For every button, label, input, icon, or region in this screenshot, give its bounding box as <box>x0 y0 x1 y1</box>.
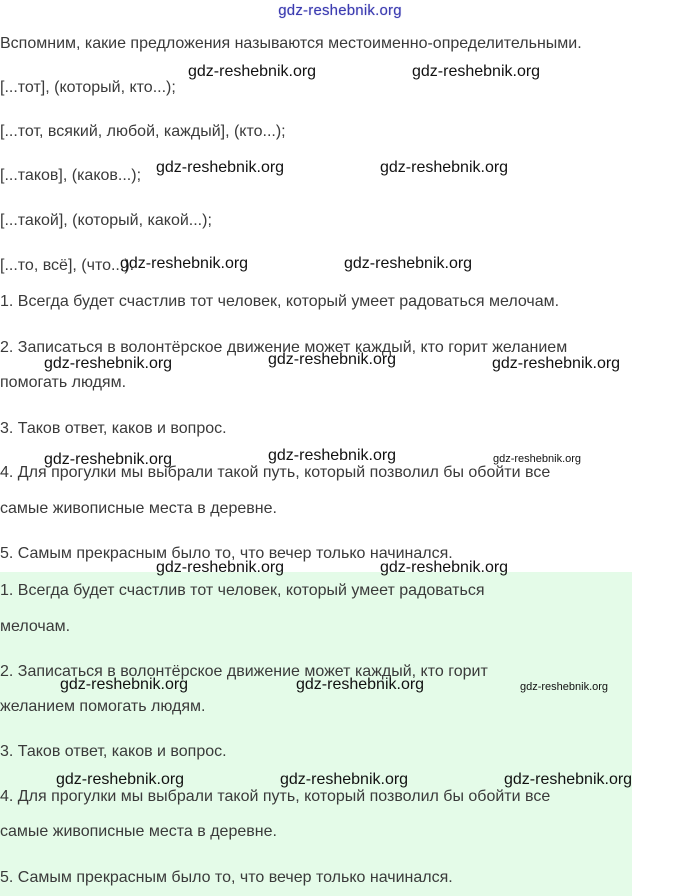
watermark: gdz-reshebnik.org <box>44 451 173 468</box>
watermark: gdz-reshebnik.org <box>120 255 249 272</box>
task-sentence-2-cont: помогать людям. <box>0 374 127 391</box>
scheme-4: [...такой], (который, какой...); <box>0 212 212 229</box>
watermark: gdz-reshebnik.org <box>188 63 317 80</box>
answer-panel <box>0 572 632 896</box>
watermark: gdz-reshebnik.org <box>412 63 541 80</box>
scheme-3: [...таков], (каков...); <box>0 167 142 184</box>
answer-line-2-cont: желанием помогать людям. <box>0 698 206 715</box>
answer-line-2: 2. Записаться в волонтёрское движение может каждый, кто горит <box>0 663 488 680</box>
answer-line-3: 3. Таков ответ, каков и вопрос. <box>0 743 227 760</box>
task-sentence-2: 2. Записаться в волонтёрское движение может каждый, кто горит желанием <box>0 339 568 356</box>
watermark: gdz-reshebnik.org <box>520 681 609 693</box>
task-sentence-5: 5. Самым прекрасным было то, что вечер только начинался. <box>0 545 453 562</box>
intro-text: Вспомним, какие предложения называются местоименно-определительными. <box>0 35 582 52</box>
watermark: gdz-reshebnik.org <box>296 676 425 693</box>
watermark: gdz-reshebnik.org <box>380 559 509 576</box>
answer-line-4: 4. Для прогулки мы выбрали такой путь, который позволил бы обойти все <box>0 788 551 805</box>
watermark: gdz-reshebnik.org <box>156 159 285 176</box>
watermark: gdz-reshebnik.org <box>280 771 409 788</box>
watermark: gdz-reshebnik.org <box>493 453 582 465</box>
task-sentence-4-cont: самые живописные места в деревне. <box>0 500 277 517</box>
answer-line-1: 1. Всегда будет счастлив тот человек, который умеет радоваться <box>0 582 485 599</box>
answer-line-1-cont: мелочам. <box>0 618 71 635</box>
watermark: gdz-reshebnik.org <box>56 771 185 788</box>
task-sentence-1: 1. Всегда будет счастлив тот человек, который умеет радоваться мелочам. <box>0 293 560 310</box>
watermark: gdz-reshebnik.org <box>344 255 473 272</box>
site-watermark-header: gdz-reshebnik.org <box>278 2 402 19</box>
answer-line-4-cont: самые живописные места в деревне. <box>0 823 277 840</box>
watermark: gdz-reshebnik.org <box>380 159 509 176</box>
watermark: gdz-reshebnik.org <box>268 447 397 464</box>
watermark: gdz-reshebnik.org <box>268 351 397 368</box>
scheme-2: [...тот, всякий, любой, каждый], (кто...); <box>0 123 286 140</box>
watermark: gdz-reshebnik.org <box>60 676 189 693</box>
scheme-1: [...тот], (который, кто...); <box>0 79 176 96</box>
answer-line-5: 5. Самым прекрасным было то, что вечер только начинался. <box>0 869 453 886</box>
watermark: gdz-reshebnik.org <box>504 771 633 788</box>
task-sentence-4: 4. Для прогулки мы выбрали такой путь, который позволил бы обойти все <box>0 464 551 481</box>
task-sentence-3: 3. Таков ответ, каков и вопрос. <box>0 420 227 437</box>
watermark: gdz-reshebnik.org <box>492 355 621 372</box>
watermark: gdz-reshebnik.org <box>44 355 173 372</box>
scheme-5: [...то, всё], (что...). <box>0 257 135 274</box>
watermark: gdz-reshebnik.org <box>156 559 285 576</box>
